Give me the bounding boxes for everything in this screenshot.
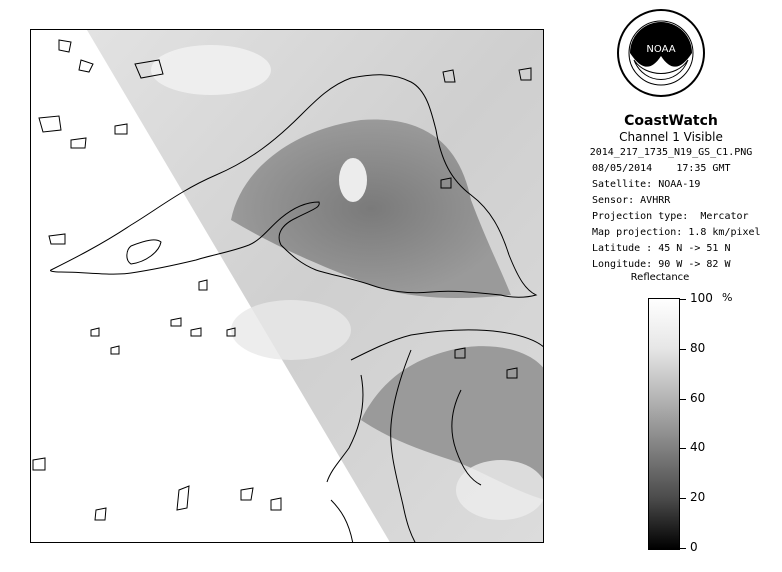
acquisition-date: 08/05/2014	[592, 163, 653, 174]
inland-lake	[95, 508, 106, 520]
colorbar-title: Reflectance	[630, 272, 690, 283]
inland-lake	[177, 486, 189, 510]
reflectance-colorbar	[648, 298, 680, 550]
inland-lake	[241, 488, 253, 500]
inland-lake	[115, 124, 127, 134]
isle-royale-coastline	[127, 240, 161, 264]
inland-lake	[71, 138, 86, 148]
colorbar-tick	[680, 498, 686, 499]
colorbar-tick-label: 100	[690, 291, 713, 305]
colorbar-tick-label: 80	[690, 340, 706, 355]
colorbar-tick-label: 40	[690, 440, 706, 455]
projection-type-label: Projection type: Mercator	[592, 211, 749, 222]
inland-lake	[191, 328, 201, 336]
logo-text: NOAA	[646, 44, 676, 55]
acquisition-datetime	[592, 163, 731, 174]
cloud-patch	[456, 460, 544, 520]
colorbar-unit: %	[722, 291, 733, 304]
sensor-label: Sensor: AVHRR	[592, 195, 671, 206]
inland-lake	[91, 328, 99, 336]
channel-label: Channel 1 Visible	[619, 130, 723, 144]
inland-lake	[171, 318, 181, 326]
colorbar-tick	[680, 548, 686, 549]
inland-lake	[49, 234, 65, 244]
inland-lake	[39, 116, 61, 132]
colorbar-tick-label: 60	[690, 390, 706, 405]
colorbar-tick	[680, 299, 686, 300]
cloud-patch	[231, 300, 351, 360]
latitude-label: Latitude : 45 N -> 51 N	[592, 243, 731, 254]
inland-lake	[59, 40, 71, 52]
colorbar-tick-label: 20	[690, 490, 706, 505]
satellite-label: Satellite: NOAA-19	[592, 179, 701, 190]
cloud-patch	[339, 158, 367, 202]
acquisition-time: 17:35 GMT	[676, 163, 731, 174]
product-title: CoastWatch	[624, 113, 718, 129]
inland-lake	[33, 458, 45, 470]
inland-lake	[199, 280, 207, 290]
map-projection-label: Map projection: 1.8 km/pixel	[592, 227, 761, 238]
image-filename: 2014_217_1735_N19_GS_C1.PNG	[589, 147, 753, 158]
noaa-logo	[616, 8, 706, 98]
satellite-image	[31, 30, 544, 543]
lake-michigan-coastline	[331, 500, 353, 543]
inland-lake	[271, 498, 281, 510]
colorbar-tick	[680, 399, 686, 400]
inland-lake	[111, 346, 119, 354]
longitude-label: Longitude: 90 W -> 82 W	[592, 259, 731, 270]
colorbar-tick	[680, 448, 686, 449]
cloud-patch	[151, 45, 271, 95]
colorbar-tick-label: 0	[690, 540, 698, 554]
colorbar-tick	[680, 349, 686, 350]
satellite-map-panel	[30, 29, 544, 543]
inland-lake	[79, 60, 93, 72]
